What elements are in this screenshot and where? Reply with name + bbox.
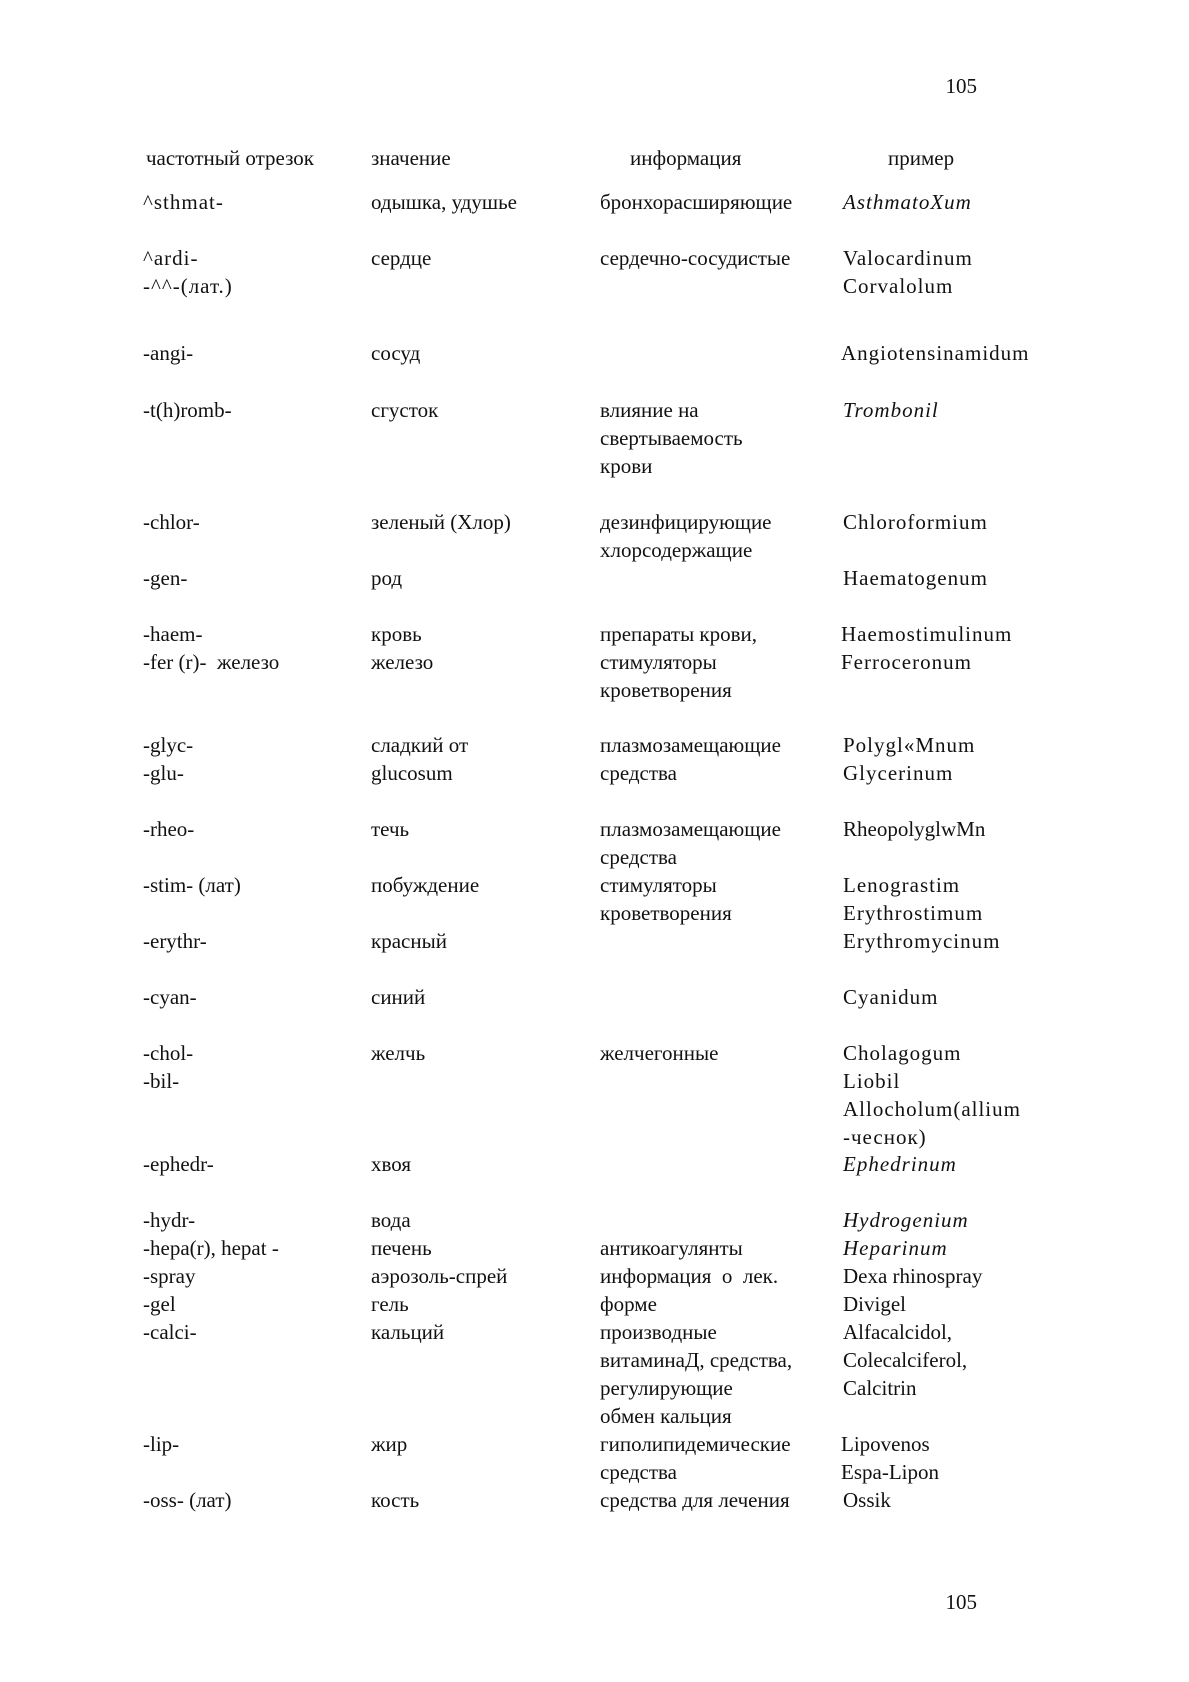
example-cell [843, 1486, 891, 1514]
meaning-text: гель [371, 1292, 409, 1316]
meaning-cell [371, 339, 420, 367]
meaning-text: glucosum [371, 761, 453, 785]
segment-cell [143, 396, 232, 424]
example-text: Lenograstim [843, 873, 961, 897]
segment-cell [143, 871, 241, 899]
example-text: Trombonil [843, 398, 939, 422]
info-text: стимуляторы [600, 873, 717, 897]
meaning-cell [371, 871, 479, 899]
example-text: Corvalolum [843, 274, 954, 298]
example-cell [843, 815, 985, 843]
info-text: хлорсодержащие [600, 538, 753, 562]
column-header-meaning: значение [371, 146, 451, 170]
example-cell [843, 564, 988, 592]
page-number-bottom: 105 [945, 1590, 977, 1614]
segment-cell [143, 1039, 193, 1095]
info-text: влияние на [600, 398, 699, 422]
example-cell [843, 396, 939, 424]
column-header-example: пример [888, 146, 955, 170]
segment-cell [143, 1430, 179, 1458]
meaning-text: красный [371, 929, 447, 953]
example-text: Glycerinum [843, 761, 954, 785]
example-text: Haemostimulinum [841, 622, 1013, 646]
example-text: Haematogenum [843, 566, 988, 590]
meaning-cell [371, 1039, 425, 1067]
info-text: плазмозамещающие [600, 817, 781, 841]
info-text: средства [600, 761, 678, 785]
segment-cell [143, 1206, 279, 1346]
info-text: антикоагулянты [600, 1236, 743, 1260]
segment-text: -bil- [143, 1069, 180, 1093]
meaning-cell [371, 731, 468, 787]
info-text: информация о лек. [600, 1264, 779, 1288]
meaning-cell [371, 244, 431, 272]
example-cell [843, 1150, 957, 1178]
example-text: Cholagogum [843, 1041, 962, 1065]
example-text: RheopolyglwMn [843, 817, 986, 841]
info-cell [600, 244, 790, 272]
example-cell [843, 244, 973, 300]
segment-text: -angi- [143, 341, 194, 365]
info-text: плазмозамещающие [600, 733, 781, 757]
segment-text: -stim- (лат) [143, 873, 241, 897]
example-text: Chloroformium [843, 510, 988, 534]
segment-cell [143, 244, 233, 300]
example-cell [843, 983, 939, 1011]
meaning-text: желчь [371, 1041, 426, 1065]
segment-text: -^^-(лат.) [143, 274, 233, 298]
page-number-top: 105 [945, 74, 977, 98]
example-text: Heparinum [843, 1236, 948, 1260]
meaning-cell [371, 508, 511, 536]
segment-cell [143, 1150, 214, 1178]
segment-text: -ephedr- [143, 1152, 214, 1176]
segment-text: -gen- [143, 566, 188, 590]
segment-text: -chlor- [143, 510, 200, 534]
segment-cell [143, 508, 200, 536]
info-cell [600, 1206, 792, 1430]
info-cell [600, 508, 772, 564]
meaning-text: сладкий от [371, 733, 469, 757]
meaning-text: одышка, удушье [371, 190, 517, 214]
column-header-segment: частотный отрезок [146, 146, 314, 170]
meaning-cell [371, 188, 517, 216]
meaning-text: зеленый (Хлор) [371, 510, 511, 534]
info-cell [600, 1039, 718, 1067]
info-text: кроветворения [600, 678, 732, 702]
meaning-cell [371, 1430, 407, 1458]
segment-text: ^sthmat- [143, 190, 224, 214]
meaning-cell [371, 1486, 419, 1514]
meaning-cell [371, 983, 425, 1011]
info-text: гиполипидемические [600, 1432, 791, 1456]
example-text: Angiotensinamidum [841, 341, 1030, 365]
segment-cell [143, 339, 193, 367]
info-text: регулирующие [600, 1376, 733, 1400]
info-text: средства [600, 1460, 678, 1484]
example-text: Liobil [843, 1069, 901, 1093]
segment-text: -t(h)romb- [143, 398, 232, 422]
info-cell [600, 396, 743, 480]
example-cell [841, 339, 1030, 367]
example-cell [843, 871, 983, 927]
info-text: свертываемость [600, 426, 743, 450]
example-text: Alfacalcidol, [843, 1320, 953, 1344]
segment-text: -hydr- [143, 1208, 196, 1232]
meaning-text: печень [371, 1236, 432, 1260]
info-text [600, 1206, 792, 1234]
info-cell [600, 871, 732, 927]
meaning-cell [371, 1206, 507, 1346]
example-cell [841, 1430, 939, 1486]
meaning-text: кость [371, 1488, 420, 1512]
meaning-text: жир [371, 1432, 408, 1456]
example-text: AsthmatoXum [843, 190, 972, 214]
segment-cell [143, 188, 224, 216]
segment-text: -chol- [143, 1041, 194, 1065]
info-text: препараты крови, [600, 622, 758, 646]
info-text: крови [600, 454, 653, 478]
meaning-text: аэрозоль-спрей [371, 1264, 508, 1288]
segment-cell [143, 1486, 232, 1514]
example-cell [843, 1206, 982, 1402]
info-cell [600, 815, 781, 871]
meaning-cell [371, 1150, 411, 1178]
example-cell [841, 620, 1012, 676]
example-cell [843, 731, 975, 787]
segment-text: -calci- [143, 1320, 197, 1344]
segment-text: -hepa(r), hepat - [143, 1236, 279, 1260]
segment-cell [143, 983, 197, 1011]
segment-cell [143, 564, 187, 592]
info-text: средства для лечения [600, 1488, 790, 1512]
info-text: желчегонные [600, 1041, 719, 1065]
example-text: Dexa rhinospray [843, 1264, 983, 1288]
column-header-info: информация [630, 146, 742, 170]
info-text: стимуляторы [600, 650, 717, 674]
meaning-text: железо [371, 650, 434, 674]
example-cell [843, 1039, 1021, 1151]
example-text: Lipovenos [841, 1432, 930, 1456]
meaning-text: кальций [371, 1320, 445, 1344]
segment-text: -erythr- [143, 929, 207, 953]
example-text: Erythrostimum [843, 901, 984, 925]
meaning-cell [371, 396, 438, 424]
segment-text: -spray [143, 1264, 196, 1288]
meaning-text: хвоя [371, 1152, 412, 1176]
segment-text: -gel [143, 1292, 176, 1316]
info-text: бронхорасширяющие [600, 190, 793, 214]
info-text: форме [600, 1292, 657, 1316]
meaning-cell [371, 815, 409, 843]
segment-cell [143, 620, 279, 676]
segment-text: -fer (r)- железо [143, 650, 280, 674]
segment-text: -glyc- [143, 733, 194, 757]
example-text: Ferroceronum [841, 650, 972, 674]
meaning-text: синий [371, 985, 426, 1009]
example-text: Hydrogenium [843, 1208, 969, 1232]
info-text: витаминаД, средства, [600, 1348, 793, 1372]
meaning-cell [371, 927, 447, 955]
info-cell [600, 1430, 791, 1486]
info-text: производные [600, 1320, 717, 1344]
meaning-text: сосуд [371, 341, 421, 365]
example-text: Espa-Lipon [841, 1460, 939, 1484]
info-cell [600, 731, 781, 787]
meaning-text: вода [371, 1208, 411, 1232]
meaning-cell [371, 564, 402, 592]
info-text: обмен кальция [600, 1404, 732, 1428]
example-cell [843, 188, 972, 216]
example-text: Allocholum(allium [843, 1097, 1021, 1121]
segment-text: -glu- [143, 761, 184, 785]
info-text: кроветворения [600, 901, 732, 925]
segment-cell [143, 731, 193, 787]
example-text: Ephedrinum [843, 1152, 957, 1176]
info-text: дезинфицирующие [600, 510, 772, 534]
meaning-text: сгусток [371, 398, 439, 422]
example-text: Ossik [843, 1488, 891, 1512]
example-text: Calcitrin [843, 1376, 917, 1400]
example-text: -чеснок) [843, 1125, 927, 1149]
meaning-text: побуждение [371, 873, 480, 897]
segment-text: -lip- [143, 1432, 180, 1456]
info-cell [600, 1486, 790, 1514]
meaning-cell [371, 620, 433, 676]
example-text: Colecalciferol, [843, 1348, 968, 1372]
example-text: Divigel [843, 1292, 906, 1316]
segment-text: -rheo- [143, 817, 195, 841]
segment-cell [143, 927, 207, 955]
info-text: средства [600, 845, 678, 869]
info-cell [600, 188, 792, 216]
segment-text: ^ardi- [143, 246, 199, 270]
example-text: Erythromycinum [843, 929, 1001, 953]
meaning-text: род [371, 566, 403, 590]
meaning-text: кровь [371, 622, 422, 646]
segment-text: -cyan- [143, 985, 197, 1009]
segment-text: -haem- [143, 622, 203, 646]
example-text: Cyanidum [843, 985, 939, 1009]
info-text: сердечно-сосудистые [600, 246, 791, 270]
segment-text: -oss- (лат) [143, 1488, 232, 1512]
meaning-text: течь [371, 817, 410, 841]
example-text: Valocardinum [843, 246, 973, 270]
example-cell [843, 508, 988, 536]
info-cell [600, 620, 757, 704]
segment-cell [143, 815, 194, 843]
meaning-text: сердце [371, 246, 432, 270]
example-cell [843, 927, 1000, 955]
example-text: Polygl«Mnum [843, 733, 976, 757]
